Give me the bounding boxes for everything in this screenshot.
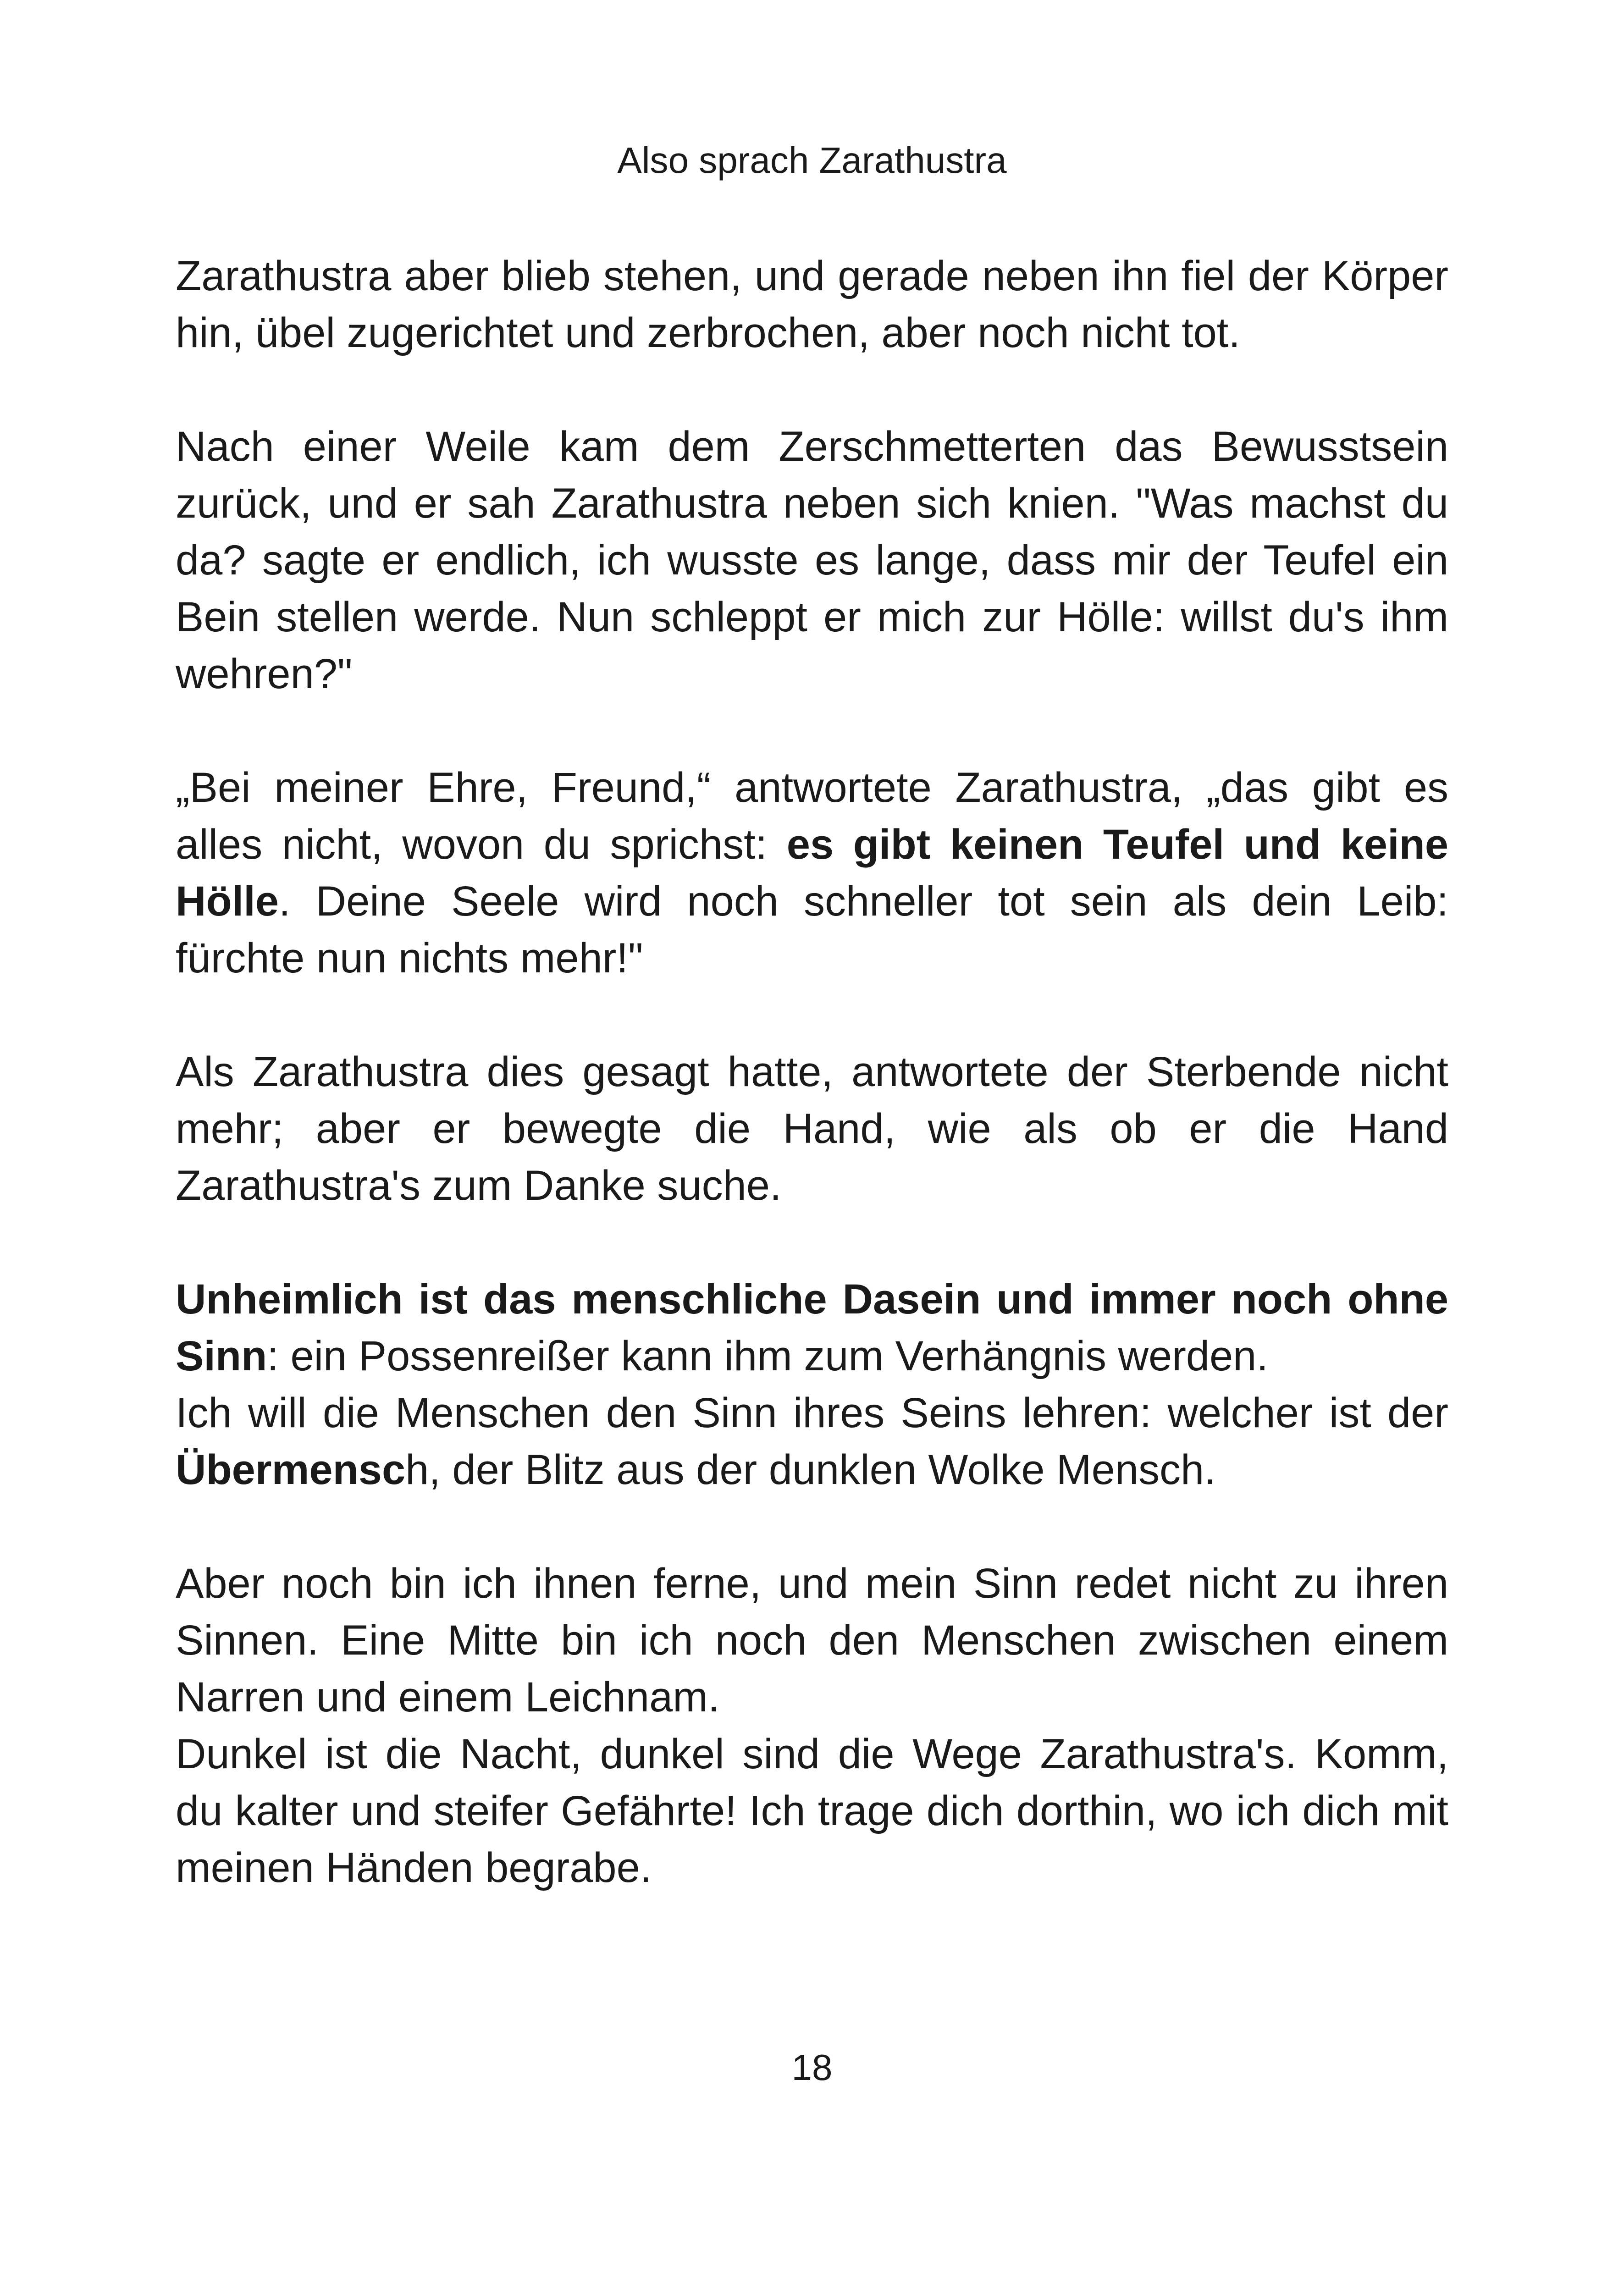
paragraph-3-text-a: „Bei meiner Ehre, Freund,“ antwortete Zarathustra, „das gibt es alles nicht, wovon du sprichst: xyxy=(176,764,1448,868)
paragraph-3-text-b: . Deine Seele wird noch schneller tot sein als dein Leib: fürchte nun nichts mehr!" xyxy=(176,878,1448,982)
paragraph-1: Zarathustra aber blieb stehen, und gerade neben ihn fiel der Körper hin, übel zugerichtet und zerbrochen, aber noch nicht tot. xyxy=(176,253,1448,356)
paragraph-2: Nach einer Weile kam dem Zerschmetterten das Bewusstsein zurück, und er sah Zarathustra neben sich knien. "Was machst du da? sagte er endlich, ich wusste es lange, dass mir der Teufel ein Bein stellen werde. Nun schleppt er mich zur Hölle: willst du's ihm wehren?" xyxy=(176,423,1448,697)
paragraph-5-text: : ein Possenreißer kann ihm zum Verhängnis werden. xyxy=(267,1333,1268,1379)
paragraph-4: Als Zarathustra dies gesagt hatte, antwortete der Sterbende nicht mehr; aber er bewegte die Hand, wie als ob er die Hand Zarathustra's zum Danke suche. xyxy=(176,1048,1448,1209)
body-text xyxy=(176,248,1448,1953)
paragraph-6-text-a: Ich will die Menschen den Sinn ihres Seins lehren: welcher ist der xyxy=(176,1390,1448,1436)
paragraph-8: Dunkel ist die Nacht, dunkel sind die Wege Zarathustra's. Komm, du kalter und steifer Gefährte! Ich trage dich dorthin, wo ich dich mit meinen Händen begrabe. xyxy=(176,1731,1448,1891)
paragraph-3-bold: es gibt keinen Teufel und keine Hölle xyxy=(176,821,1448,925)
paragraph-3 xyxy=(176,759,1448,987)
paragraph-6-bold: Übermensc xyxy=(176,1446,406,1493)
paragraph-7: Aber noch bin ich ihnen ferne, und mein Sinn redet nicht zu ihren Sinnen. Eine Mitte bin ich noch den Menschen zwischen einem Narren und einem Leichnam. xyxy=(176,1560,1448,1721)
paragraph-6-text-b: h, der Blitz aus der dunklen Wolke Mensch. xyxy=(405,1446,1216,1493)
running-head: Also sprach Zarathustra xyxy=(617,140,1007,181)
page-number: 18 xyxy=(791,2047,833,2088)
paragraph-5 xyxy=(176,1271,1448,1385)
paragraph-6 xyxy=(176,1385,1448,1498)
paragraph-5-bold: Unheimlich ist das menschliche Dasein und immer noch ohne Sinn xyxy=(176,1276,1448,1379)
